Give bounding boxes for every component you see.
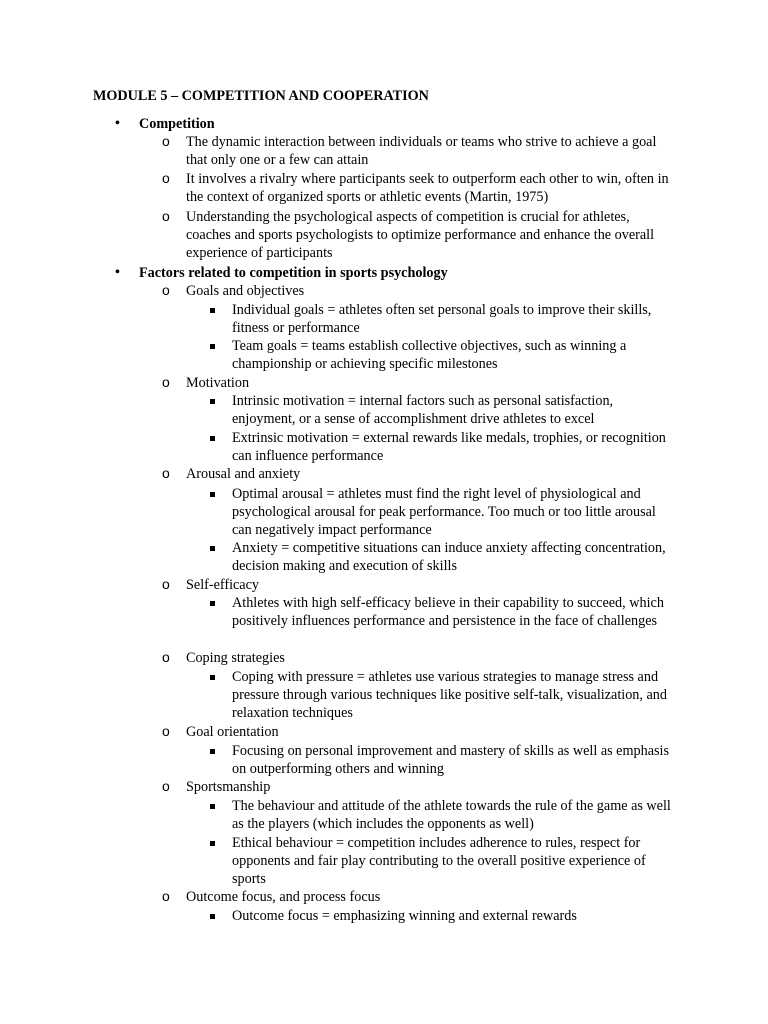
hollow-bullet-icon: o	[162, 576, 170, 592]
square-bullet-icon	[210, 436, 215, 441]
list-item: Team goals = teams establish collective objectives, such as winning a championship or achieving specific milestones	[232, 337, 677, 373]
list-item: Athletes with high self-efficacy believe in their capability to succeed, which positively influences performance and persistence in the face of challenges	[232, 594, 677, 630]
square-bullet-icon	[210, 601, 215, 606]
bullet-icon: •	[115, 116, 120, 131]
section-heading-factors: • Factors related to competition in sports psychology	[115, 265, 448, 281]
hollow-bullet-icon: o	[162, 723, 170, 739]
list-item: o Understanding the psychological aspects of competition is crucial for athletes, coaches and sports psychologists to optimize performance and enhance the overall experience of participants	[162, 208, 655, 262]
square-bullet-icon	[210, 399, 215, 404]
hollow-bullet-icon: o	[162, 465, 170, 481]
square-bullet-icon	[210, 675, 215, 680]
list-item: Ethical behaviour = competition includes adherence to rules, respect for opponents and fair play contributing to the overall positive experience of sports	[232, 834, 677, 889]
hollow-bullet-icon: o	[162, 208, 170, 224]
factor-sportsmanship: o Sportsmanship	[162, 778, 271, 795]
hollow-bullet-icon: o	[162, 778, 170, 794]
square-bullet-icon	[210, 804, 215, 809]
list-item: Focusing on personal improvement and mastery of skills as well as emphasis on outperforming others and winning	[232, 742, 677, 778]
list-item: Anxiety = competitive situations can induce anxiety affecting concentration, decision making and execution of skills	[232, 539, 677, 575]
list-item: The behaviour and attitude of the athlete towards the rule of the game as well as the players (which includes the opponents as well)	[232, 797, 677, 833]
factor-arousal-and-anxiety: o Arousal and anxiety	[162, 465, 301, 482]
factor-goals-and-objectives: o Goals and objectives	[162, 282, 305, 299]
square-bullet-icon	[210, 344, 215, 349]
list-item: Coping with pressure = athletes use various strategies to manage stress and pressure through various techniques like positive self-talk, visualization, and relaxation techniques	[232, 668, 677, 723]
module-title: MODULE 5 – COMPETITION AND COOPERATION	[93, 88, 429, 104]
square-bullet-icon	[210, 749, 215, 754]
hollow-bullet-icon: o	[162, 282, 170, 298]
hollow-bullet-icon: o	[162, 133, 170, 149]
hollow-bullet-icon: o	[162, 374, 170, 390]
list-item: Individual goals = athletes often set personal goals to improve their skills, fitness or performance	[232, 301, 677, 337]
factor-goal-orientation: o Goal orientation	[162, 723, 279, 740]
list-item: o It involves a rivalry where participants seek to outperform each other to win, often in the context of organized sports or athletic events (Martin, 1975)	[162, 170, 669, 206]
hollow-bullet-icon: o	[162, 888, 170, 904]
square-bullet-icon	[210, 308, 215, 313]
factor-outcome-and-process-focus: o Outcome focus, and process focus	[162, 888, 381, 905]
list-item: Optimal arousal = athletes must find the right level of physiological and psychological arousal for peak performance. Too much or too little arousal can negatively impact performance	[232, 485, 677, 540]
section-heading-competition: • Competition	[115, 116, 215, 132]
factor-coping-strategies: o Coping strategies	[162, 649, 285, 666]
factor-motivation: o Motivation	[162, 374, 250, 391]
list-item: o The dynamic interaction between individuals or teams who strive to achieve a goal that only one or a few can attain	[162, 133, 657, 169]
square-bullet-icon	[210, 546, 215, 551]
square-bullet-icon	[210, 492, 215, 497]
hollow-bullet-icon: o	[162, 649, 170, 665]
square-bullet-icon	[210, 841, 215, 846]
factor-self-efficacy: o Self-efficacy	[162, 576, 259, 593]
list-item: Extrinsic motivation = external rewards like medals, trophies, or recognition can influence performance	[232, 429, 677, 465]
list-item: Intrinsic motivation = internal factors such as personal satisfaction, enjoyment, or a sense of accomplishment drive athletes to excel	[232, 392, 677, 428]
square-bullet-icon	[210, 914, 215, 919]
bullet-icon: •	[115, 265, 120, 280]
hollow-bullet-icon: o	[162, 170, 170, 186]
list-item: Outcome focus = emphasizing winning and external rewards	[232, 907, 677, 925]
